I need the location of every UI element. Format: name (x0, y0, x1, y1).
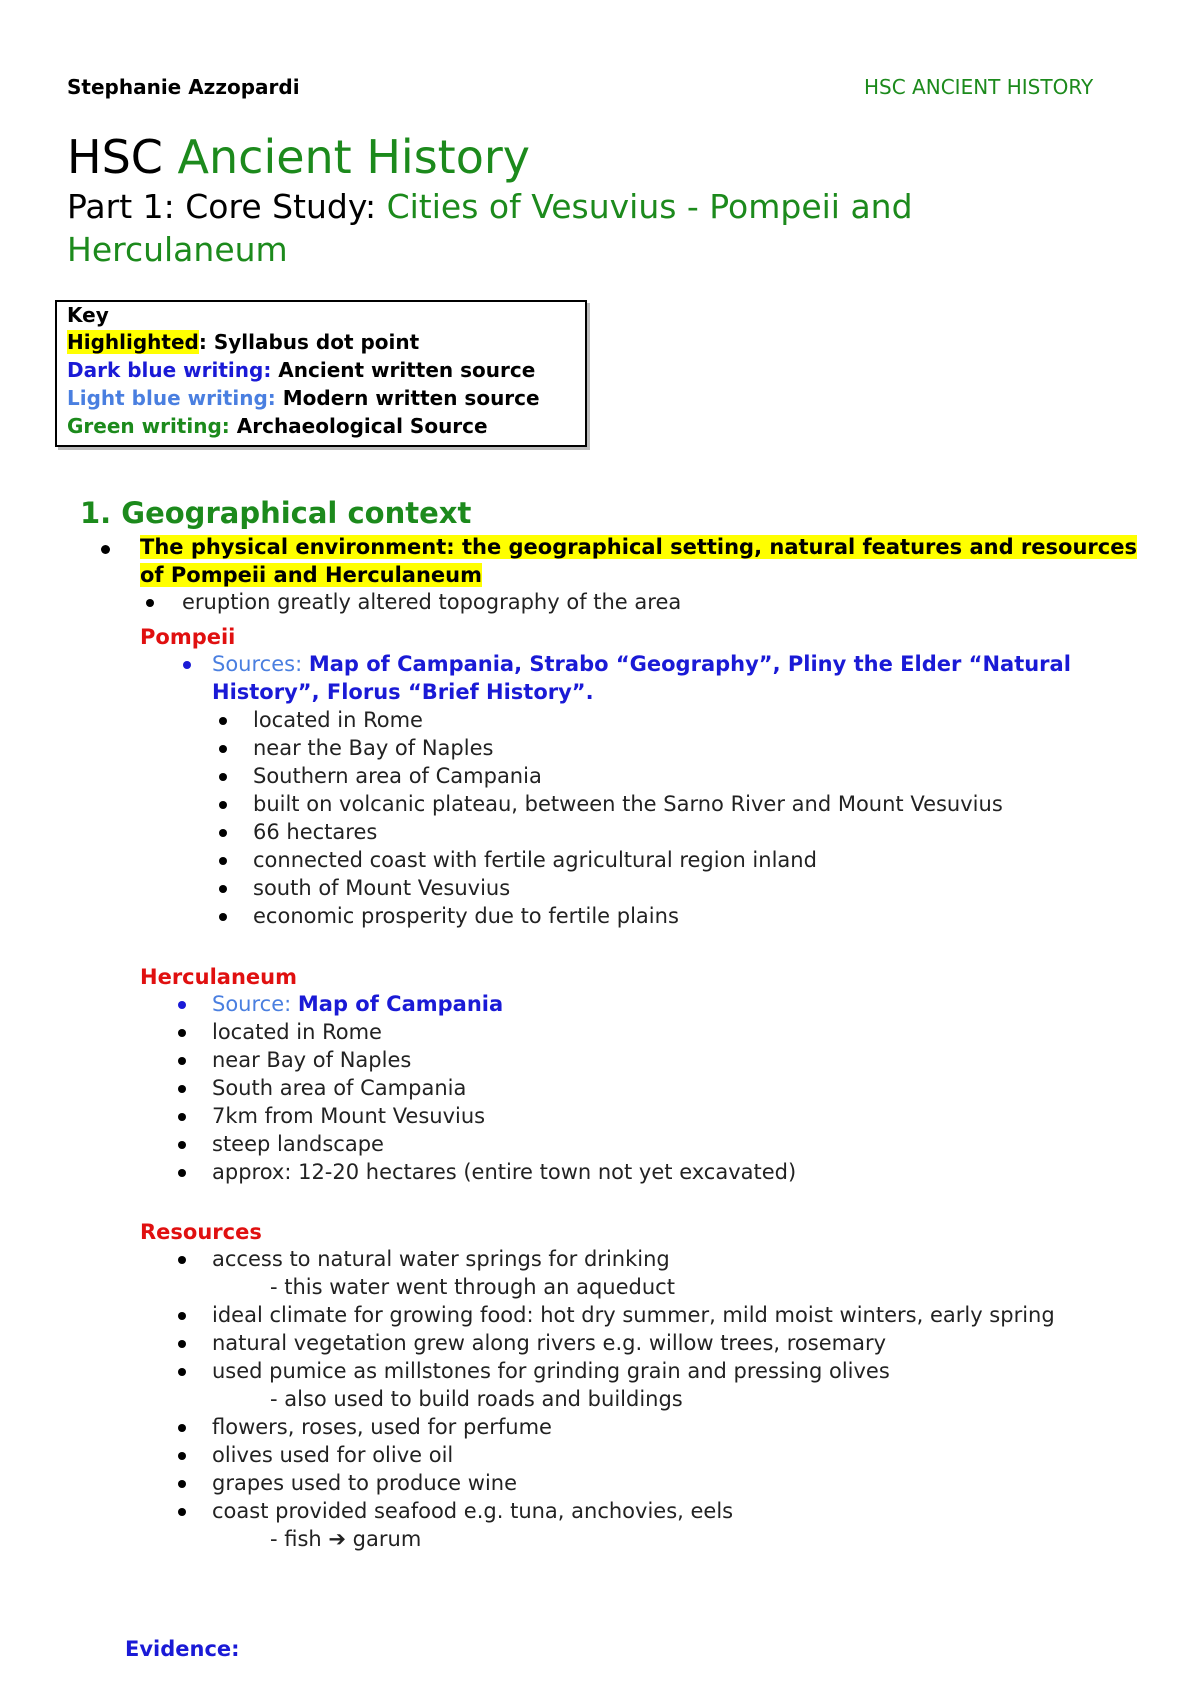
herculaneum-source (212, 990, 503, 1018)
herculaneum-heading: Herculaneum (140, 965, 297, 989)
pompeii-sources (212, 650, 1071, 706)
pompeii-point: Southern area of Campania (253, 764, 542, 788)
bullet-icon (178, 1508, 186, 1516)
sources-prefix: Sources: (212, 652, 309, 676)
source-text: Map of Campania (297, 992, 504, 1016)
bullet-icon (183, 661, 191, 669)
pompeii-point: connected coast with fertile agricultural region inland (253, 848, 817, 872)
course-title: HSC ANCIENT HISTORY (864, 75, 1094, 99)
section-heading: 1. Geographical context (80, 496, 472, 530)
key-text: Modern written source (282, 386, 540, 410)
key-label: Light blue writing: (67, 386, 283, 410)
syllabus-line-1: The physical environment: the geographical setting, natural features and resources (140, 535, 1137, 559)
bullet-icon (178, 1057, 186, 1065)
title-main: Ancient History (177, 130, 530, 184)
pompeii-point: near the Bay of Naples (253, 736, 494, 760)
resource-point: access to natural water springs for drinking (212, 1247, 670, 1271)
key-legend (55, 300, 587, 447)
bullet-icon (219, 773, 227, 781)
author-name: Stephanie Azzopardi (67, 75, 300, 99)
bullet-icon (178, 1340, 186, 1348)
pompeii-heading: Pompeii (140, 625, 236, 649)
bullet-icon (178, 1169, 186, 1177)
resource-point: flowers, roses, used for perfume (212, 1415, 552, 1439)
subtitle-main-1: Cities of Vesuvius - Pompeii and (386, 187, 913, 226)
syllabus-dot-point (140, 533, 1137, 589)
herculaneum-point: located in Rome (212, 1020, 382, 1044)
key-text: Archaeological Source (236, 414, 488, 438)
bullet-icon (178, 1141, 186, 1149)
bullet-icon (178, 1480, 186, 1488)
bullet-icon (178, 1312, 186, 1320)
intro-point: eruption greatly altered topography of the area (182, 590, 682, 614)
key-row-highlighted (67, 329, 419, 355)
resource-point: ideal climate for growing food: hot dry summer, mild moist winters, early spring (212, 1303, 1055, 1327)
herculaneum-point: South area of Campania (212, 1076, 467, 1100)
resource-point: used pumice as millstones for grinding grain and pressing olives (212, 1359, 890, 1383)
herculaneum-point: approx: 12-20 hectares (entire town not yet excavated) (212, 1160, 797, 1184)
bullet-icon (101, 545, 110, 554)
key-label: Green writing: (67, 414, 237, 438)
herculaneum-point: near Bay of Naples (212, 1048, 412, 1072)
pompeii-point: 66 hectares (253, 820, 378, 844)
title-prefix: HSC (67, 130, 178, 184)
bullet-icon (178, 1256, 186, 1264)
bullet-icon (178, 1424, 186, 1432)
herculaneum-point: 7km from Mount Vesuvius (212, 1104, 486, 1128)
bullet-icon (219, 913, 227, 921)
bullet-icon (219, 885, 227, 893)
bullet-icon (219, 801, 227, 809)
resource-point: grapes used to produce wine (212, 1471, 518, 1495)
syllabus-line-2: of Pompeii and Herculaneum (140, 563, 482, 587)
key-label: Highlighted (67, 330, 199, 354)
bullet-icon (219, 717, 227, 725)
subtitle-prefix: Part 1: Core Study: (67, 187, 387, 226)
resource-point: coast provided seafood e.g. tuna, anchovies, eels (212, 1499, 734, 1523)
bullet-icon (219, 745, 227, 753)
bullet-icon (146, 599, 154, 607)
bullet-icon (219, 829, 227, 837)
bullet-icon (178, 1001, 186, 1009)
document-subtitle (67, 185, 1127, 271)
subtitle-main-2: Herculaneum (67, 230, 288, 269)
resource-subpoint: - fish ➔ garum (270, 1527, 422, 1551)
resource-point: olives used for olive oil (212, 1443, 454, 1467)
pompeii-point: built on volcanic plateau, between the Sarno River and Mount Vesuvius (253, 792, 1003, 816)
resource-point: natural vegetation grew along rivers e.g. willow trees, rosemary (212, 1331, 886, 1355)
key-text: : Syllabus dot point (198, 330, 420, 354)
bullet-icon (178, 1029, 186, 1037)
pompeii-point: economic prosperity due to fertile plains (253, 904, 679, 928)
resources-heading: Resources (140, 1220, 262, 1244)
bullet-icon (178, 1368, 186, 1376)
herculaneum-point: steep landscape (212, 1132, 384, 1156)
evidence-heading: Evidence: (125, 1637, 240, 1661)
sources-line-2: History”, Florus “Brief History”. (212, 680, 594, 704)
key-text: Ancient written source (278, 358, 536, 382)
pompeii-point: located in Rome (253, 708, 423, 732)
bullet-icon (178, 1113, 186, 1121)
key-label: Dark blue writing: (67, 358, 279, 382)
bullet-icon (178, 1085, 186, 1093)
key-heading: Key (67, 303, 109, 327)
resource-subpoint: - also used to build roads and buildings (270, 1387, 683, 1411)
key-row-dark-blue (67, 357, 535, 383)
key-row-green (67, 413, 488, 439)
document-title (67, 130, 530, 184)
pompeii-point: south of Mount Vesuvius (253, 876, 511, 900)
bullet-icon (219, 857, 227, 865)
sources-line-1: Map of Campania, Strabo “Geography”, Pliny the Elder “Natural (308, 652, 1071, 676)
source-prefix: Source: (212, 992, 298, 1016)
resource-subpoint: - this water went through an aqueduct (270, 1275, 675, 1299)
bullet-icon (178, 1452, 186, 1460)
key-row-light-blue (67, 385, 540, 411)
